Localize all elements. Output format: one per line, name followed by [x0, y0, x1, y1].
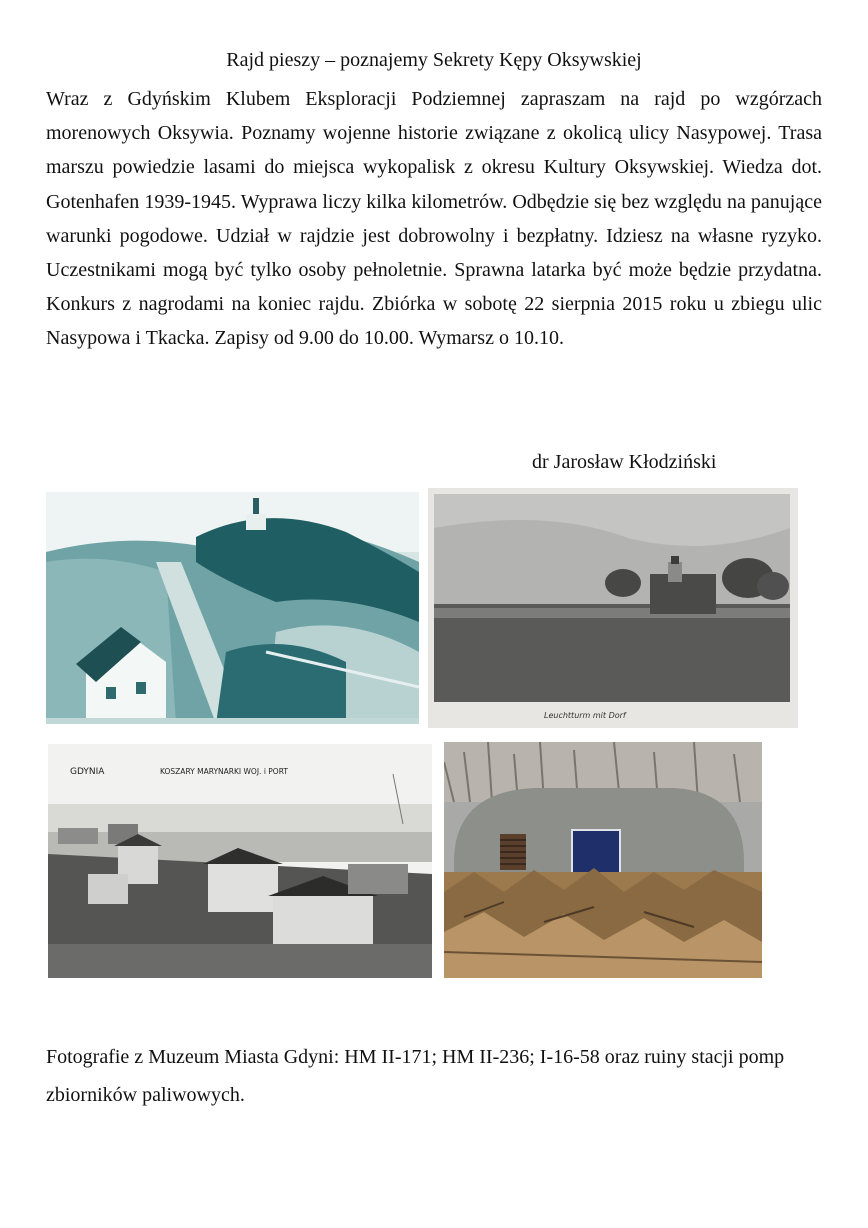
photo3-label-right: KOSZARY MARYNARKI WOJ. i PORT — [160, 767, 288, 776]
photo-lighthouse-village — [428, 488, 798, 728]
photo-navy-barracks — [48, 744, 432, 978]
author-signature: dr Jarosław Kłodziński — [532, 451, 717, 473]
photo-oksywie-hill — [46, 492, 419, 724]
photo2-caption: Leuchtturm mit Dorf — [544, 711, 626, 720]
page-title: Rajd pieszy – poznajemy Sekrety Kępy Oksywskiej — [226, 49, 642, 71]
photo-credits-caption: Fotografie z Muzeum Miasta Gdyni: HM II-171; HM II-236; I-16-58 oraz ruiny stacji pomp zbiorników paliwowych. — [46, 1046, 785, 1106]
photo-pump-station-ruin — [444, 742, 762, 978]
invitation-text: Wraz z Gdyńskim Klubem Eksploracji Podziemnej zapraszam na rajd po wzgórzach morenowych Oksywia. Poznamy wojenne historie związane z okolicą ulicy Nasypowej. Trasa marszu powiedzie lasami do miejsca wykopalisk z okresu Kultury Oksywskiej. Wiedza dot. Gotenhafen 1939-1945. Wyprawa liczy kilka kilometrów. Odbędzie się bez względu na panujące warunki pogodowe. Udział w rajdzie jest dobrowolny i bezpłatny. Idziesz na własne ryzyko. Uczestnikami mogą być tylko osoby pełnoletnie. Sprawna latarka być może będzie przydatna. Konkurs z nagrodami na koniec rajdu. Zbiórka w sobotę 22 sierpnia 2015 roku u zbiegu ulic Nasypowa i Tkacka. Zapisy od 9.00 do 10.00. Wymarsz o 10.10. — [46, 88, 822, 350]
photo3-label-left: GDYNIA — [70, 767, 105, 777]
